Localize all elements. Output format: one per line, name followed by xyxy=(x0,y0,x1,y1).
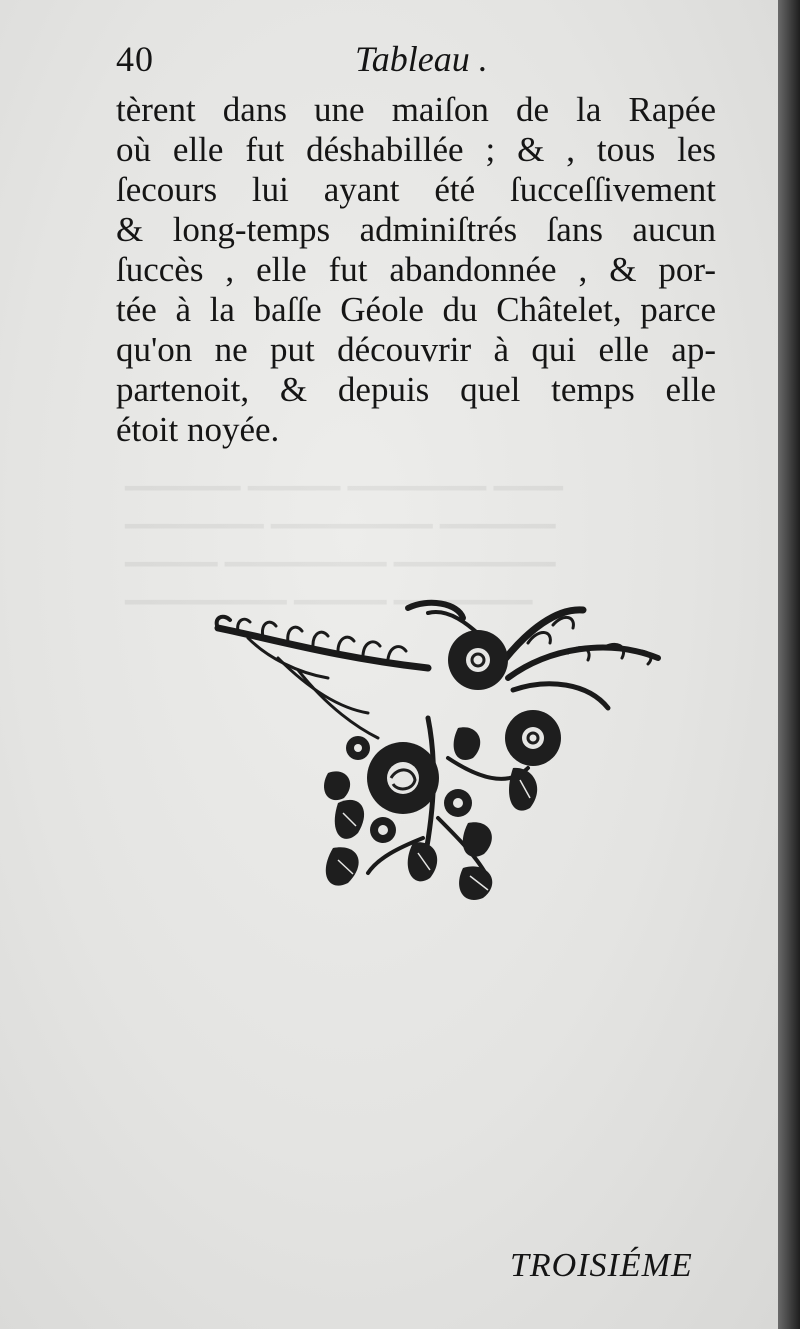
page-number: 40 xyxy=(116,39,154,79)
text-line: où elle fut déshabillée ; & , tous les xyxy=(116,130,716,169)
running-title: Tableau . xyxy=(355,39,488,79)
text-line: ſecours lui ayant été ſucceſſivement xyxy=(116,170,716,209)
body-paragraph xyxy=(116,90,716,450)
catchword: TROISIÉME xyxy=(510,1247,693,1284)
text-line: qu'on ne put découvrir à qui elle ap- xyxy=(116,330,716,369)
text-line: tèrent dans une maiſon de la Rapée xyxy=(116,90,716,129)
text-line: étoit noyée. xyxy=(116,410,280,449)
text-line: ſuccès , elle fut abandonnée , & por- xyxy=(116,250,716,289)
floral-woodcut-ornament-icon xyxy=(208,598,668,908)
show-through-texture: ▁▁▁▁▁ ▁▁▁▁ ▁▁▁▁▁▁ ▁▁▁ ▁▁▁▁▁▁ ▁▁▁▁▁▁▁ ▁▁▁▁▁ ▁▁▁▁ ▁▁▁▁▁▁▁ ▁▁▁▁▁▁▁ ▁▁▁▁▁▁▁ ▁▁▁▁ ▁▁▁▁▁▁ xyxy=(125,457,563,604)
text-line: tée à la baſſe Géole du Châtelet, parce xyxy=(116,290,716,329)
page-edge-shadow xyxy=(778,0,800,1329)
text-line: partenoit, & depuis quel temps elle xyxy=(116,370,716,409)
text-line: & long-temps adminiſtrés ſans aucun xyxy=(116,210,716,249)
